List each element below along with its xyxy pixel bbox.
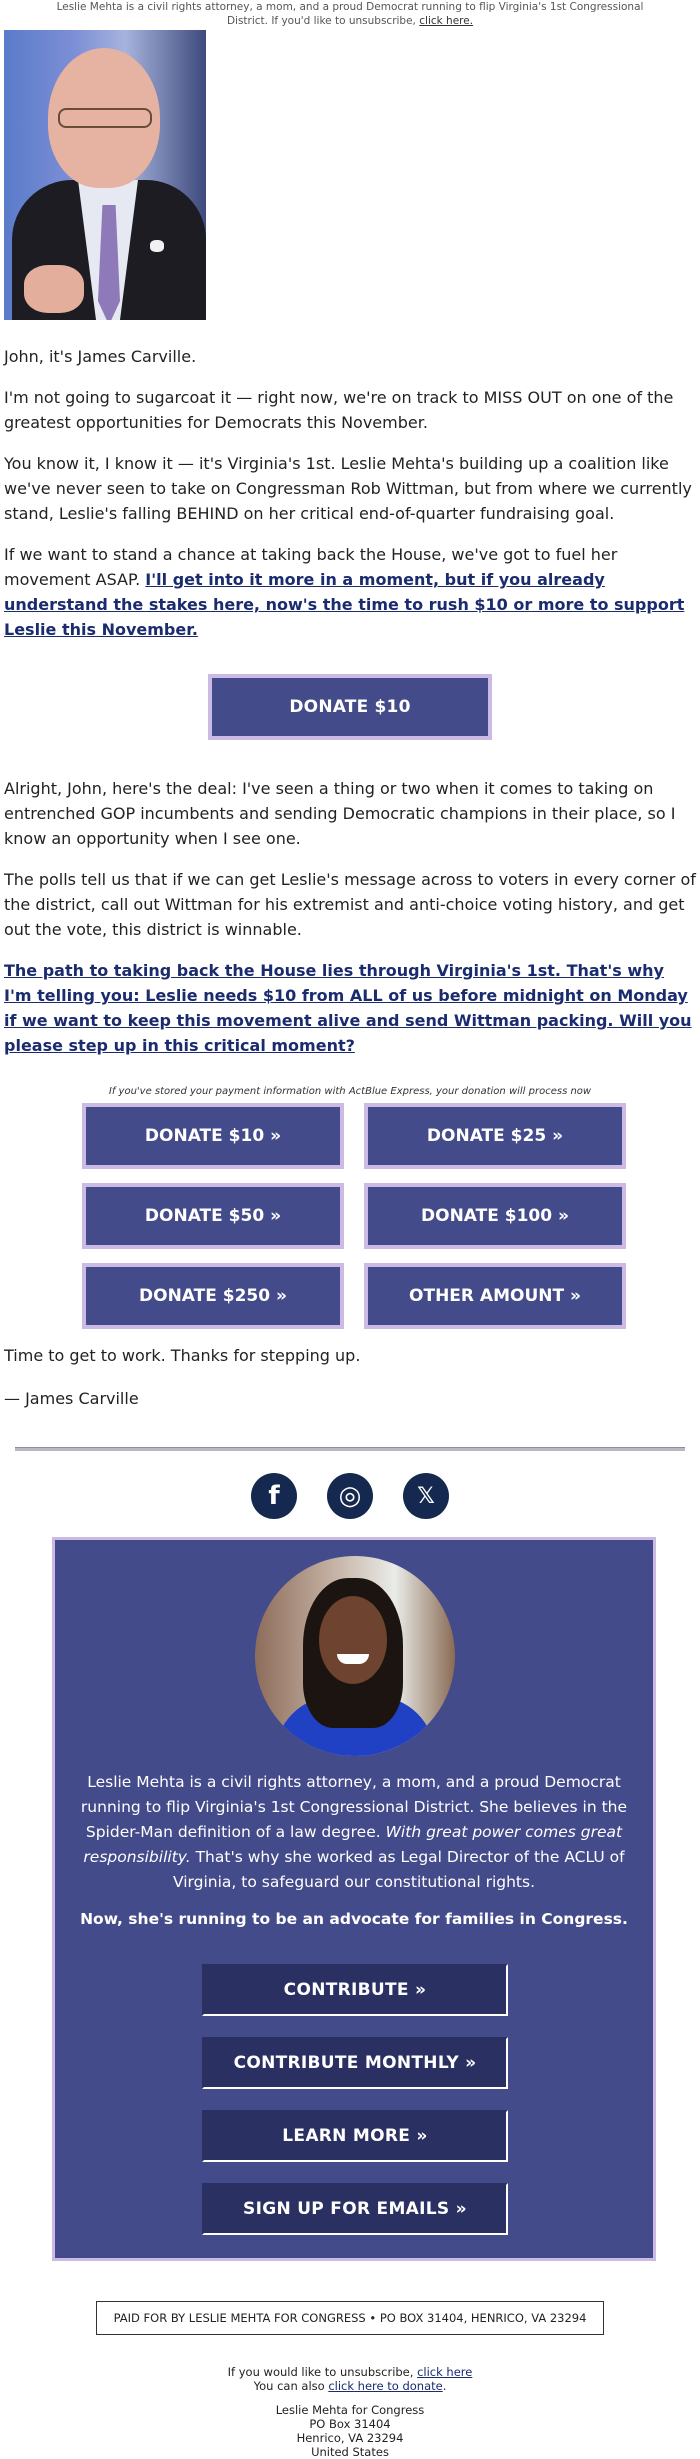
paragraph-4 <box>4 542 696 642</box>
actblue-express-note: If you've stored your payment information with ActBlue Express, your donation will process now <box>108 1086 592 1097</box>
greeting: John, it's James Carville. <box>4 347 197 366</box>
other-amount-grid-button[interactable]: OTHER AMOUNT » <box>364 1263 626 1329</box>
footer: If you would like to unsubscribe, click here You can also click here to donate. Leslie Mehta for Congress PO Box 31404 Henrico, VA 23294 United States <box>0 2365 700 2459</box>
facebook-icon[interactable]: f <box>251 1473 297 1519</box>
signoff <box>0 1343 700 1411</box>
email-body <box>0 344 700 642</box>
instagram-icon[interactable]: ◎ <box>327 1473 373 1519</box>
contribute-button[interactable]: CONTRIBUTE » <box>202 1964 508 2016</box>
footer-donate-link[interactable]: click here to donate <box>328 2379 443 2393</box>
donate-10-grid-button[interactable]: DONATE $10 » <box>82 1103 344 1169</box>
preheader-text: Leslie Mehta is a civil rights attorney, a mom, and a proud Democrat running to flip Virginia's 1st Congressional District. If you'd like to unsubscribe, <box>56 1 644 27</box>
bio-text: Leslie Mehta is a civil rights attorney, a mom, and a proud Democrat running to flip Virginia's 1st Congressional District. She believes in the Spider-Man definition of a law degree. With great power comes great responsibility. That's why she worked as Legal Director of the ACLU of Virginia, to safeguard our constitutional rights. <box>80 1773 628 1891</box>
paragraph-6: The polls tell us that if we can get Leslie's message across to voters in every corner of the district, call out Wittman for his extremist and anti-choice voting history, and get out the vote, this district is winnable. <box>4 870 696 939</box>
donate-button-grid <box>82 1103 626 1329</box>
paragraph-7 <box>4 958 696 1058</box>
mailing-address: Leslie Mehta for Congress PO Box 31404 Henrico, VA 23294 United States <box>275 2403 425 2459</box>
divider <box>15 1447 685 1451</box>
contribute-monthly-button[interactable]: CONTRIBUTE MONTHLY » <box>202 2037 508 2089</box>
donate-10-button[interactable]: DONATE $10 <box>208 674 492 740</box>
support-leslie-link[interactable]: I'll get into it more in a moment, but if you already understand the stakes here, now's the time to rush $10 or more to support Leslie this November. <box>4 570 685 639</box>
bio-advocate-line: Now, she's running to be an advocate for families in Congress. <box>80 1910 628 1928</box>
social-links <box>0 1473 700 1519</box>
candidate-bio-box <box>52 1537 656 2261</box>
footer-unsubscribe-link[interactable]: click here <box>417 2365 473 2379</box>
donate-50-grid-button[interactable]: DONATE $50 » <box>82 1183 344 1249</box>
preheader <box>0 0 700 28</box>
paid-for-disclaimer: PAID FOR BY LESLIE MEHTA FOR CONGRESS • PO BOX 31404, HENRICO, VA 23294 <box>96 2301 604 2335</box>
preheader-unsubscribe-link[interactable]: click here. <box>419 15 474 27</box>
james-carville-photo <box>4 30 206 320</box>
sign-up-emails-button[interactable]: SIGN UP FOR EMAILS » <box>202 2183 508 2235</box>
donate-100-grid-button[interactable]: DONATE $100 » <box>364 1183 626 1249</box>
donate-25-grid-button[interactable]: DONATE $25 » <box>364 1103 626 1169</box>
learn-more-button[interactable]: LEARN MORE » <box>202 2110 508 2162</box>
signoff-line: Time to get to work. Thanks for stepping up. <box>4 1346 361 1365</box>
paragraph-2: I'm not going to sugarcoat it — right now, we're on track to MISS OUT on one of the greatest opportunities for Democrats this November. <box>4 388 674 432</box>
paragraph-3: You know it, I know it — it's Virginia's 1st. Leslie Mehta's building up a coalition like we've never seen to take on Congressman Rob Wittman, but from where we currently stand, Leslie's falling BEHIND on her critical end-of-quarter fundraising goal. <box>4 454 692 523</box>
donate-250-grid-button[interactable]: DONATE $250 » <box>82 1263 344 1329</box>
leslie-mehta-photo <box>255 1556 455 1756</box>
paragraph-5: Alright, John, here's the deal: I've seen a thing or two when it comes to taking on entrenched GOP incumbents and sending Democratic champions in their place, so I know an opportunity when I see one. <box>4 779 676 848</box>
path-to-house-link[interactable]: The path to taking back the House lies through Virginia's 1st. That's why I'm telling you: Leslie needs $10 from ALL of us before midnight on Monday if we want to keep this movement alive and send Wittman packing. Will you please step up in this critical moment? <box>4 961 692 1055</box>
x-twitter-icon[interactable]: 𝕏 <box>403 1473 449 1519</box>
signature: — James Carville <box>4 1389 139 1408</box>
paragraph-4-text: If we want to stand a chance at taking back the House, we've got to fuel her movement ASAP. <box>4 545 618 589</box>
